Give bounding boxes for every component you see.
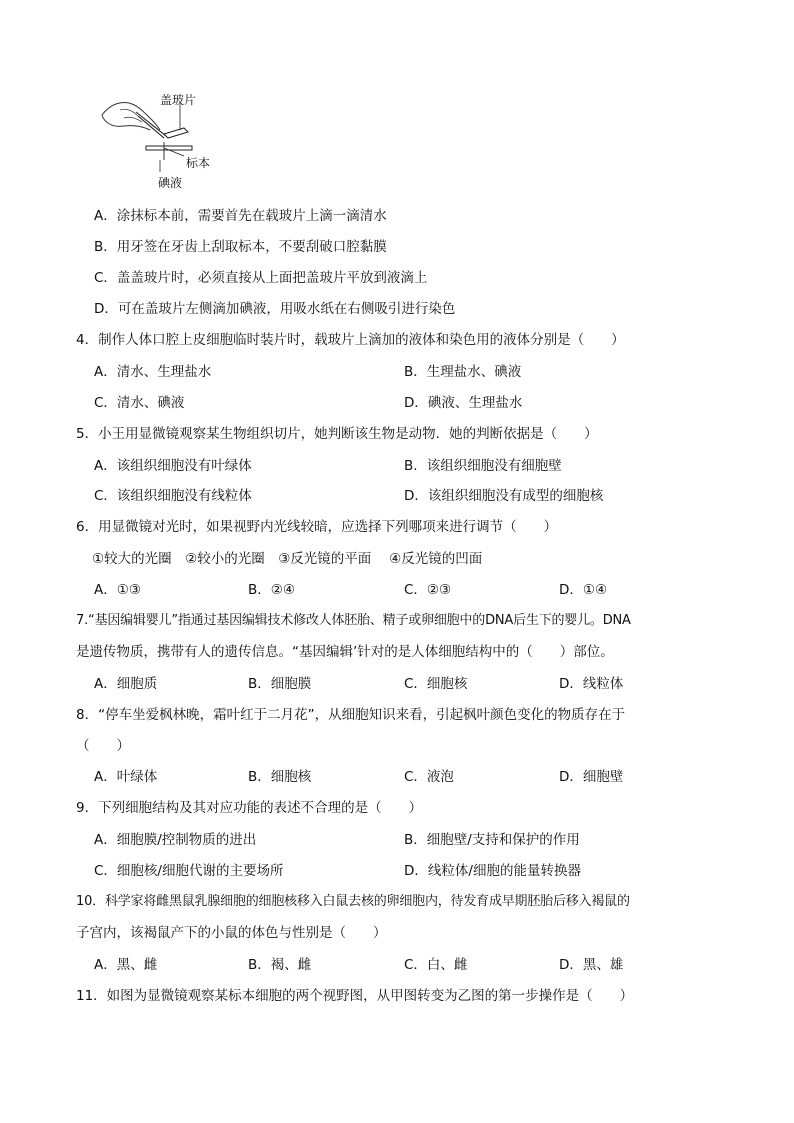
q9-option-d: D．线粒体/细胞的能量转换器 <box>404 863 581 879</box>
q9-stem: 9．下列细胞结构及其对应功能的表述不合理的是（ ） <box>76 800 423 816</box>
q10-option-d: D．黑、雄 <box>559 957 624 973</box>
q6-option-c: C．②③ <box>404 582 452 598</box>
q7-option-b: B．细胞膜 <box>248 676 312 692</box>
q5-option-d: D．该组织细胞没有成型的细胞核 <box>404 488 604 504</box>
q7-option-c: C．细胞核 <box>404 676 468 692</box>
label-iodine: 碘液 <box>158 176 183 190</box>
q6-option-b: B．②④ <box>248 582 295 598</box>
q10-stem-line1: 10．科学家将雌黑鼠乳腺细胞的细胞核移入白鼠去核的卵细胞内，待发育成早期胚胎后移入褐鼠的 <box>76 894 630 909</box>
q3-option-b: B．用牙签在牙齿上刮取标本，不要刮破口腔黏膜 <box>94 239 387 255</box>
q10-stem-line2: 子宫内，该褐鼠产下的小鼠的体色与性别是（ ） <box>76 925 387 941</box>
q5-option-a: A．该组织细胞没有叶绿体 <box>94 458 252 474</box>
q7-stem-line2: 是遗传物质，携带有人的遗传信息。“基因编辑’针对的是人体细胞结构中的（ ）部位。 <box>76 644 614 660</box>
q7-stem-line1: 7.“基因编辑婴儿”指通过基因编辑技术修改人体胚胎、精子或卵细胞中的DNA后生下的婴儿。DNA <box>76 613 631 628</box>
q8-option-c: C．液泡 <box>404 769 454 785</box>
q4-option-d: D．碘液、生理盐水 <box>404 395 523 411</box>
q4-stem: 4．制作人体口腔上皮细胞临时装片时，载玻片上滴加的液体和染色用的液体分别是（ ） <box>76 332 625 348</box>
q6-option-d: D．①④ <box>559 582 608 598</box>
q3-option-c: C．盖盖玻片时，必须直接从上面把盖玻片平放到液滴上 <box>94 270 428 286</box>
q8-option-a: A．叶绿体 <box>94 769 158 785</box>
q9-option-b: B．细胞壁/支持和保护的作用 <box>404 832 580 848</box>
q8-option-d: D．细胞壁 <box>559 769 624 785</box>
q8-stem-line2: （ ） <box>76 738 130 754</box>
q8-option-b: B．细胞核 <box>248 769 312 785</box>
finger-line-2 <box>124 117 142 122</box>
finger-line <box>120 109 138 116</box>
q3-option-d: D．可在盖玻片左侧滴加碘液，用吸水纸在右侧吸引进行染色 <box>94 301 456 317</box>
q5-option-c: C．该组织细胞没有线粒体 <box>94 488 252 504</box>
q9-option-a: A．细胞膜/控制物质的进出 <box>94 832 257 848</box>
label-coverslip: 盖玻片 <box>160 93 197 107</box>
q10-option-b: B．褐、雌 <box>248 957 312 973</box>
slide-shape <box>146 146 192 150</box>
q4-option-b: B．生理盐水、碘液 <box>404 364 522 380</box>
q10-option-c: C．白、雌 <box>404 957 468 973</box>
q5-option-b: B．该组织细胞没有细胞壁 <box>404 458 562 474</box>
q6-stem: 6．用显微镜对光时，如果视野内光线较暗，应选择下列哪项来进行调节（ ） <box>76 519 558 535</box>
coverslip-shape <box>164 128 188 138</box>
q8-stem-line1: 8．“停车坐爱枫林晚，霜叶红于二月花”，从细胞知识来看，引起枫叶颜色变化的物质存在于 <box>76 707 626 723</box>
q4-option-a: A．清水、生理盐水 <box>94 364 212 380</box>
q7-option-a: A．细胞质 <box>94 676 158 692</box>
q5-stem: 5．小王用显微镜观察某生物组织切片，她判断该生物是动物．她的判断依据是（ ） <box>76 426 598 442</box>
label-specimen: 标本 <box>186 156 211 170</box>
tweezer-arm <box>136 112 166 136</box>
q6-option-a: A．①③ <box>94 582 141 598</box>
q7-option-d: D．线粒体 <box>559 676 624 692</box>
q10-option-a: A．黑、雌 <box>94 957 158 973</box>
q11-stem: 11．如图为显微镜观察某标本细胞的两个视野图，从甲图转变为乙图的第一步操作是（ ） <box>76 988 634 1004</box>
q9-option-c: C．细胞核/细胞代谢的主要场所 <box>94 863 284 879</box>
q4-option-c: C．清水、碘液 <box>94 395 185 411</box>
q3-option-a: A．涂抹标本前，需要首先在载玻片上滴一滴清水 <box>94 208 387 224</box>
coverslip-figure <box>100 90 230 190</box>
q6-items: ①较大的光圈 ②较小的光圈 ③反光镜的平面 ④反光镜的凹面 <box>92 551 483 567</box>
